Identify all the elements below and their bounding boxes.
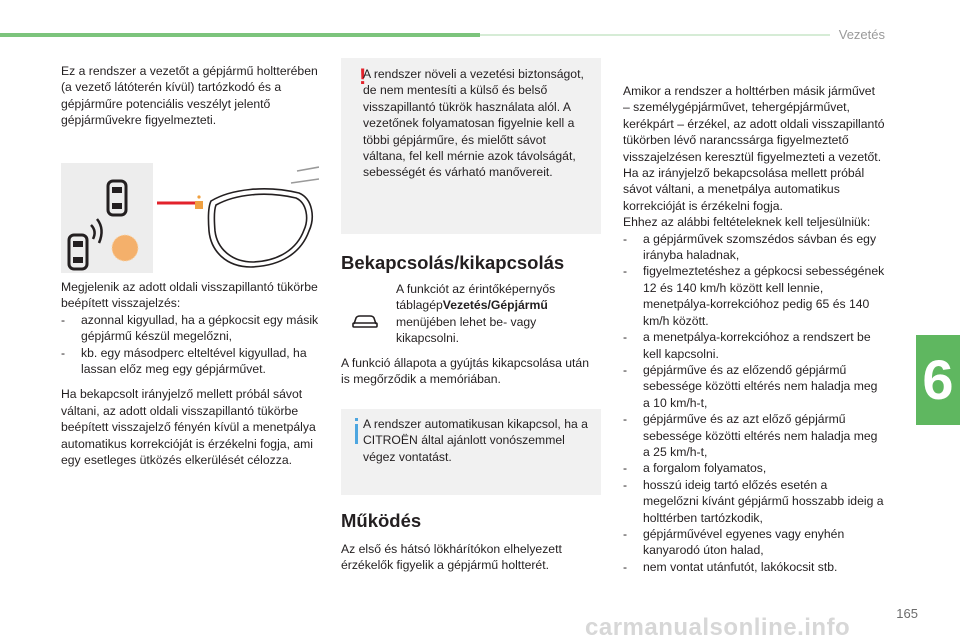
- conditions-list: [623, 231, 885, 576]
- figure-panel: [61, 163, 153, 273]
- heading-onoff: Bekapcsolás/kikapcsolás: [341, 252, 565, 273]
- section-title: Vezetés: [838, 27, 885, 42]
- list-item: - a gépjárművek szomszédos sávban és egy irányba haladnak,: [623, 231, 885, 264]
- mirror-list: [61, 312, 323, 378]
- list-item: - kb. egy másodperc elteltével kigyullad, ha lassan előz meg egy gépjárművet.: [61, 345, 323, 378]
- sensor-zone-icon: [112, 235, 138, 261]
- header-rule: [480, 34, 830, 36]
- mirror-intro: Megjelenik az adott oldali visszapillantó tükörbe beépített visszajelzés:: [61, 280, 318, 311]
- car-settings-icon: [352, 313, 378, 334]
- list-item: - a menetpálya-korrekcióhoz a rendszert be kell kapcsolni.: [623, 329, 885, 362]
- header-accent-bar: [0, 33, 480, 37]
- touchscreen-paragraph: [396, 281, 596, 347]
- list-item: - azonnal kigyullad, ha a gépkocsit egy másik gépjármű készül megelőzni,: [61, 312, 323, 345]
- conditions-intro: Ehhez az alábbi feltételeknek kell teljesülniük:: [623, 215, 871, 230]
- side-mirror-drawing: [208, 167, 319, 267]
- heading-operation: Működés: [341, 510, 422, 531]
- menu-path: Vezetés/Gépjármű: [442, 298, 548, 313]
- mirror-indicator-section: [61, 279, 323, 468]
- warning-text: A rendszer növeli a vezetési biztonságot, de nem mentesíti a külső és belső visszapillantó tükrök használata alól. A vezetőnek folyamatosan figyelnie kell a többi gépjárműre, és mielőtt sávot váltana, fel kell mérnie azok távolságát, sebességét és várható manővereit.: [363, 67, 584, 180]
- list-item: - a forgalom folyamatos,: [623, 460, 885, 476]
- lane-change-paragraph: Ha az irányjelző bekapcsolása mellett próbál sávot váltani, a menetpálya automatikus korrekcióját is érzékelni fogja.: [623, 166, 865, 213]
- list-item: - gépjárművével egyenes vagy enyhén kanyarodó úton halad,: [623, 526, 885, 559]
- blind-spot-diagram: [61, 163, 319, 273]
- info-box: [341, 409, 601, 495]
- column-left: [61, 63, 321, 129]
- list-item: - nem vontat utánfutót, lakókocsit stb.: [623, 559, 885, 575]
- intro-paragraph: Ez a rendszer a vezetőt a gépjármű holtterében (a vezető látóterén kívül) tartózkodó és a gépjárműre potenciális veszélyt jelentő gépjárművekre figyelmezteti.: [61, 64, 318, 128]
- page-number: 165: [896, 606, 918, 621]
- info-icon: [353, 416, 361, 446]
- touchscreen-text-after: menüjében lehet be- vagy kikapcsolni.: [396, 314, 537, 346]
- watermark: carmanualsonline.info: [585, 614, 851, 641]
- list-item: - hosszú ideig tartó előzés esetén a megelőzni kívánt gépjármű hosszabb ideig a holttérben tartózkodik,: [623, 477, 885, 526]
- blind-spot-illustration: [61, 163, 319, 273]
- list-item: - gépjárműve és az azt előző gépjármű sebessége közötti eltérés nem haladja meg a 25 km/h-t,: [623, 411, 885, 460]
- chapter-tab: 6: [916, 335, 960, 425]
- warning-icon: !: [359, 64, 367, 89]
- touchscreen-text-before: A funkciót az érintőképernyős táblagép: [396, 282, 556, 313]
- mirror-warning-lamp-icon: [195, 195, 203, 209]
- indicator-paragraph: Ha bekapcsolt irányjelző mellett próbál sávot váltani, az adott oldali visszapillantó tükörbe beépített visszajelző fényén kívül a menetpálya automatikus korrekcióját is érzékelni fogja, ami egy esetleges ütközés elkerülését célozza.: [61, 387, 316, 468]
- detection-paragraph: Amikor a rendszer a holttérben másik járművet – személygépjárművet, tehergépjárművet, kerékpárt – érzékel, az adott oldali visszapillantó tükörben lévő narancssárga figyelmeztető visszajelzésen keresztül figyelmezteti a vezetőt.: [623, 84, 885, 164]
- info-text: A rendszer automatikusan kikapcsol, ha a CITROËN által ajánlott vonószemmel végez vontatást.: [363, 417, 588, 464]
- column-right: [623, 83, 885, 575]
- list-item: - figyelmeztetéshez a gépkocsi sebességének 12 és 140 km/h között kell lennie, menetpálya-korrekcióhoz pedig 65 és 140 km/h között.: [623, 263, 885, 329]
- warning-box: [341, 58, 601, 234]
- list-item: - gépjárműve és az előzendő gépjármű sebessége közötti eltérés nem haladja meg a 10 km/h-t,: [623, 362, 885, 411]
- state-paragraph: A funkció állapota a gyújtás kikapcsolása után is megőrződik a memóriában.: [341, 356, 589, 387]
- sensors-paragraph: Az első és hátsó lökhárítókon elhelyezett érzékelők figyelik a gépjármű holtterét.: [341, 542, 562, 573]
